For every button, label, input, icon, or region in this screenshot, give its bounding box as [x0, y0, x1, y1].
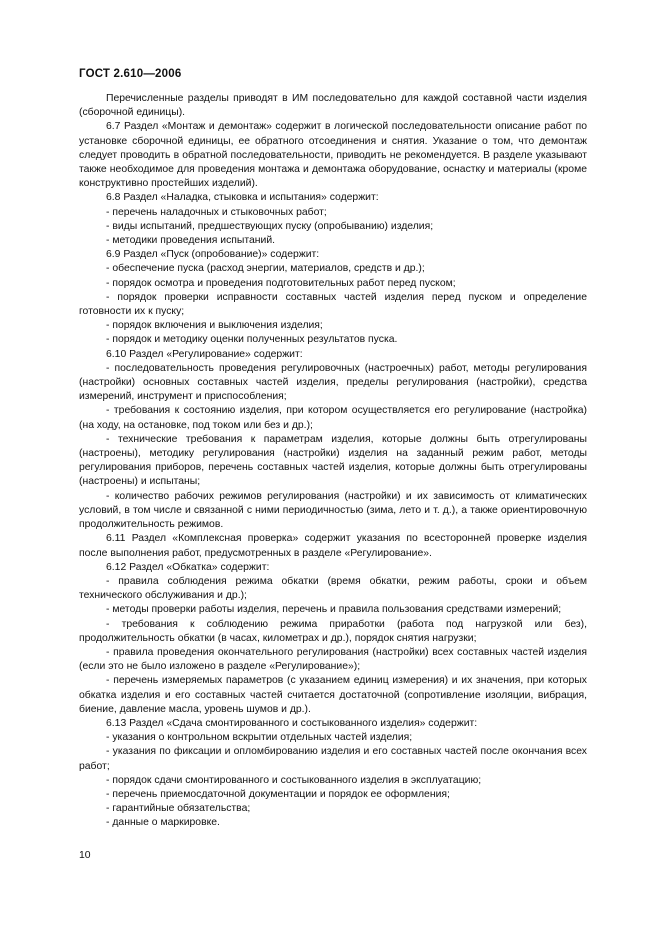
- list-item: - методики проведения испытаний.: [79, 234, 587, 248]
- list-item: - перечень измеряемых параметров (с указанием единиц измерения) и их значения, при которых обкатка изделия и его составных частей считается достаточной (сопротивление изоляции, вибрация, биение, давление масла, уровень шумов и др.).: [79, 674, 587, 717]
- list-item: - указания о контрольном вскрытии отдельных частей изделия;: [79, 731, 587, 745]
- list-item: - порядок осмотра и проведения подготовительных работ перед пуском;: [79, 277, 587, 291]
- list-item: - методы проверки работы изделия, перечень и правила пользования средствами измерений;: [79, 603, 587, 617]
- paragraph: 6.12 Раздел «Обкатка» содержит:: [106, 561, 270, 573]
- list-item: - правила соблюдения режима обкатки (время обкатки, режим работы, сроки и объем технического обслуживания и др.);: [79, 575, 587, 603]
- list-item: - гарантийные обязательства;: [79, 802, 587, 816]
- list-item: - порядок и методику оценки полученных результатов пуска.: [79, 333, 587, 347]
- paragraph: 6.10 Раздел «Регулирование» содержит:: [106, 348, 303, 360]
- list-item: - порядок включения и выключения изделия;: [79, 319, 587, 333]
- paragraph: 6.8 Раздел «Наладка, стыковка и испытания» содержит:: [106, 192, 379, 204]
- paragraph: 6.11 Раздел «Комплексная проверка» содержит указания по всесторонней проверке изделия после выполнения работ, предусмотренных в разделе «Регулирование».: [79, 533, 587, 559]
- list-item: - требования к соблюдению режима приработки (работа под нагрузкой или без), продолжительность обкатки (в часах, километрах и др.), порядок снятия нагрузки;: [79, 618, 587, 646]
- list-item: - перечень наладочных и стыковочных работ;: [79, 206, 587, 220]
- list-item: - данные о маркировке.: [79, 816, 587, 830]
- list-item: - порядок проверки исправности составных частей изделия перед пуском и определение готовности их к пуску;: [79, 291, 587, 319]
- document-header: ГОСТ 2.610—2006: [79, 68, 182, 80]
- list-item: - виды испытаний, предшествующих пуску (опробыванию) изделия;: [79, 220, 587, 234]
- list-item: - технические требования к параметрам изделия, которые должны быть отрегулированы (настроены), методику регулирования (настройки) изделия на заданный режим работ, методы регулирования приборов, перечень составных частей изделия, которые должны быть отрегулированы (настроены) и испытаны;: [79, 433, 587, 490]
- list-item: - последовательность проведения регулировочных (настроечных) работ, методы регулирования (настройки) основных составных частей изделия, пределы регулирования (настройки), средства измерений, инструмент и приспособления;: [79, 362, 587, 405]
- list-item: - указания по фиксации и опломбированию изделия и его составных частей после окончания всех работ;: [79, 745, 587, 773]
- list-item: - порядок сдачи смонтированного и состыкованного изделия в эксплуатацию;: [79, 774, 587, 788]
- list-item: - требования к состоянию изделия, при котором осуществляется его регулирование (настройка) (на ходу, на остановке, под током или без и др.);: [79, 404, 587, 432]
- paragraph: 6.13 Раздел «Сдача смонтированного и состыкованного изделия» содержит:: [106, 717, 478, 729]
- list-item: - перечень приемосдаточной документации и порядок ее оформления;: [79, 788, 587, 802]
- list-item: - правила проведения окончательного регулирования (настройки) всех составных частей изделия (если это не было изложено в разделе «Регулирование»);: [79, 646, 587, 674]
- list-item: - количество рабочих режимов регулирования (настройки) и их зависимость от климатических условий, в том числе и связанной с ними периодичностью (зима, лето и т. д.), а также ориентировочную продолжительность режимов.: [79, 490, 587, 533]
- list-item: - обеспечение пуска (расход энергии, материалов, средств и др.);: [79, 262, 587, 276]
- document-body: [79, 92, 587, 831]
- paragraph: Перечисленные разделы приводят в ИМ последовательно для каждой составной части изделия (сборочной единицы).: [79, 93, 587, 119]
- paragraph: 6.9 Раздел «Пуск (опробование)» содержит:: [106, 249, 320, 261]
- page-number: 10: [79, 850, 91, 861]
- paragraph: 6.7 Раздел «Монтаж и демонтаж» содержит в логической последовательности описание работ по установке сборочной единицы, ее обратного отсоединения и снятия. Указание о том, что демонтаж следует проводить в обратной последовательности, приводить не рекомендуется. В разделе указывают также необходимое для проведения монтажа и демонтажа оборудование, оснастку и материалы (кроме конструктивно простейших изделий).: [79, 121, 587, 190]
